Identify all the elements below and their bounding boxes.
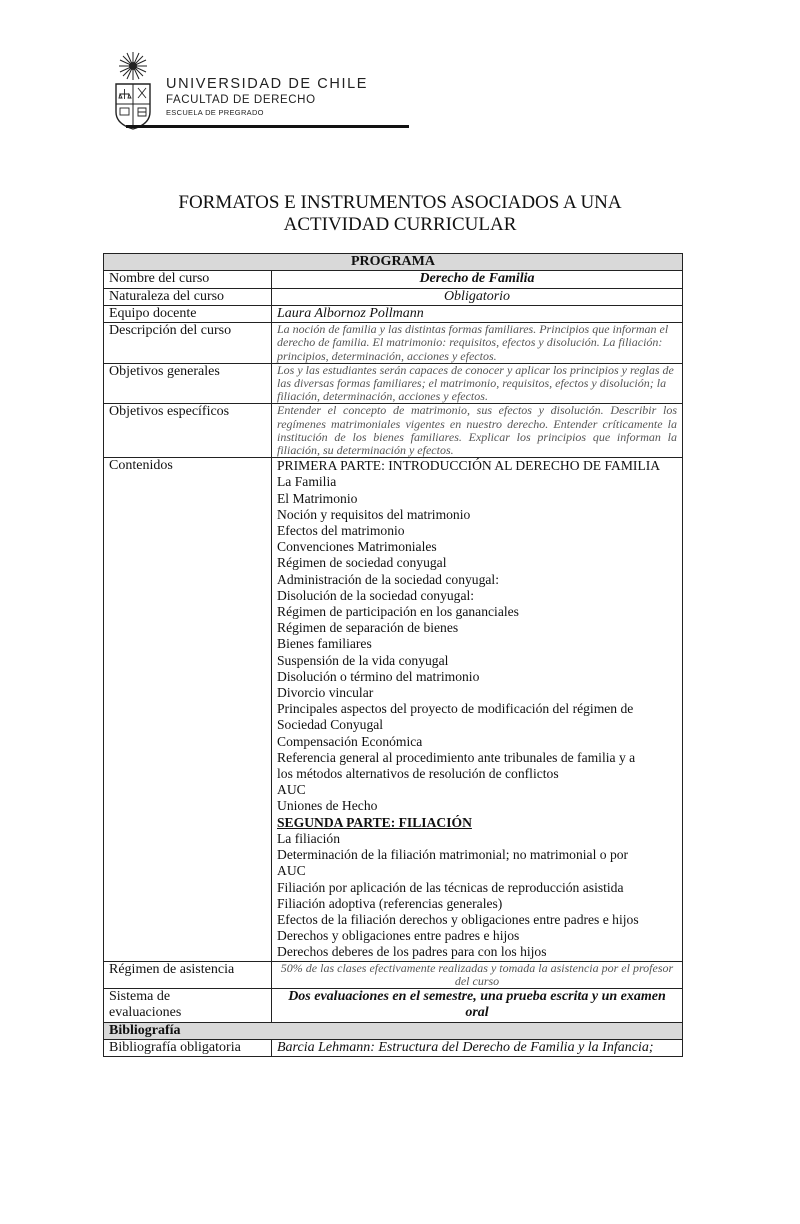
list-item: Filiación por aplicación de las técnicas de reproducción asistida	[277, 879, 624, 895]
specific-objectives-value: Entender el concepto de matrimonio, sus efectos y disolución. Describir los regímenes matrimoniales vigentes en nuestro derecho. Entender críticamente la institución de los bienes familiares. Explicar los principios que informan la filiación, su determinación y efectos.	[277, 403, 677, 458]
list-item: La filiación	[277, 830, 341, 846]
list-item: Administración de la sociedad conyugal:	[277, 571, 499, 587]
list-item: La Familia	[277, 474, 337, 490]
program-heading: PROGRAMA	[104, 254, 683, 271]
bibliography-heading: Bibliografía	[104, 1022, 683, 1039]
general-objectives-label: Objetivos generales	[104, 363, 272, 404]
course-name-value: Derecho de Familia	[272, 271, 683, 288]
list-item: Referencia general al procedimiento ante tribunales de familia y a	[277, 749, 636, 765]
list-item: Noción y requisitos del matrimonio	[277, 506, 471, 522]
course-name-label: Nombre del curso	[104, 271, 272, 288]
table-row-nature	[104, 288, 683, 305]
school-name: ESCUELA DE PREGRADO	[166, 108, 264, 117]
list-item: Compensación Económica	[277, 733, 423, 749]
list-item: Filiación adoptiva (referencias generales)	[277, 895, 503, 911]
table-row-bibliography	[104, 1039, 683, 1056]
specific-objectives-cell	[272, 404, 683, 458]
table-row-heading	[104, 254, 683, 271]
attendance-label: Régimen de asistencia	[104, 961, 272, 988]
list-item: Sociedad Conyugal	[277, 717, 384, 733]
list-item: Uniones de Hecho	[277, 798, 378, 814]
list-item: Suspensión de la vida conyugal	[277, 652, 449, 668]
list-item: Divorcio vincular	[277, 685, 374, 701]
general-objectives-value: Los y las estudiantes serán capaces de conocer y aplicar los principios y reglas de las diversas formas familiares; el matrimonio, requisitos, efectos y disolución; la filiación, determinación, acciones y efectos.	[277, 362, 674, 404]
faculty-name: FACULTAD DE DERECHO	[166, 94, 316, 106]
list-item: Derechos deberes de los padres para con los hijos	[277, 944, 547, 960]
document-title	[100, 192, 700, 236]
list-item: Bienes familiares	[277, 636, 372, 652]
list-item: Determinación de la filiación matrimonial; no matrimonial o por	[277, 847, 629, 863]
table-row-course-name	[104, 271, 683, 288]
description-label: Descripción del curso	[104, 323, 272, 364]
list-item: Principales aspectos del proyecto de modificación del régimen de	[277, 701, 634, 717]
evaluation-label-line-2: evaluaciones	[109, 1005, 182, 1021]
table-row-team	[104, 305, 683, 322]
table-row-description	[104, 323, 683, 364]
title-line-1: FORMATOS E INSTRUMENTOS ASOCIADOS A UNA	[178, 192, 622, 213]
list-item: Régimen de separación de bienes	[277, 620, 459, 636]
contents-part2-title: SEGUNDA PARTE: FILIACIÓN	[277, 814, 472, 830]
table-row-attendance	[104, 961, 683, 988]
list-item: Efectos de la filiación derechos y obligaciones entre padres e hijos	[277, 911, 639, 927]
list-item: Régimen de participación en los gananciales	[277, 604, 519, 620]
contents-list	[277, 458, 677, 960]
university-text-block	[166, 76, 368, 118]
contents-part1-title: PRIMERA PARTE: INTRODUCCIÓN AL DERECHO DE FAMILIA	[277, 458, 661, 474]
table-row-contents	[104, 458, 683, 961]
list-item: Régimen de sociedad conyugal	[277, 555, 447, 571]
table-row-specific-objectives	[104, 404, 683, 458]
university-name: UNIVERSIDAD DE CHILE	[166, 76, 369, 92]
list-item: Convenciones Matrimoniales	[277, 539, 437, 555]
contents-cell	[272, 458, 683, 961]
university-logo	[108, 50, 369, 130]
team-value: Laura Albornoz Pollmann	[272, 305, 683, 322]
title-line-2: ACTIVIDAD CURRICULAR	[283, 214, 517, 235]
nature-value: Obligatorio	[272, 288, 683, 305]
list-item: Disolución o término del matrimonio	[277, 668, 480, 684]
university-emblem-icon	[108, 50, 158, 130]
list-item: Efectos del matrimonio	[277, 523, 405, 539]
specific-objectives-label: Objetivos específicos	[104, 404, 272, 458]
table-row-general-objectives	[104, 363, 683, 404]
general-objectives-cell	[272, 363, 683, 404]
evaluation-value: Dos evaluaciones en el semestre, una prueba escrita y un examen oral	[272, 988, 683, 1022]
description-cell	[272, 323, 683, 364]
attendance-cell	[272, 961, 683, 988]
bibliography-value: Barcia Lehmann: Estructura del Derecho de Familia y la Infancia;	[272, 1039, 683, 1056]
list-item: AUC	[277, 863, 306, 879]
list-item: El Matrimonio	[277, 490, 358, 506]
evaluation-label	[104, 988, 272, 1022]
list-item: los métodos alternativos de resolución de conflictos	[277, 766, 559, 782]
team-label: Equipo docente	[104, 305, 272, 322]
program-table	[103, 253, 683, 1057]
description-value: La noción de familia y las distintas formas familiares. Principios que informan el derecho de familia. El matrimonio: requisitos, efectos y disolución. La filiación: principios, determinación, acciones y efectos.	[277, 322, 669, 363]
evaluation-label-line-1: Sistema de	[109, 988, 171, 1004]
table-row-evaluation	[104, 988, 683, 1022]
list-item: Disolución de la sociedad conyugal:	[277, 587, 475, 603]
bibliography-label: Bibliografía obligatoria	[104, 1039, 272, 1056]
contents-label: Contenidos	[104, 458, 272, 961]
nature-label: Naturaleza del curso	[104, 288, 272, 305]
table-row-bibliography-heading	[104, 1022, 683, 1039]
attendance-value: 50% de las clases efectivamente realizadas y tomada la asistencia por el profesor del curso	[280, 960, 674, 988]
header-rule	[126, 125, 409, 128]
list-item: Derechos y obligaciones entre padres e hijos	[277, 928, 520, 944]
list-item: AUC	[277, 782, 306, 798]
